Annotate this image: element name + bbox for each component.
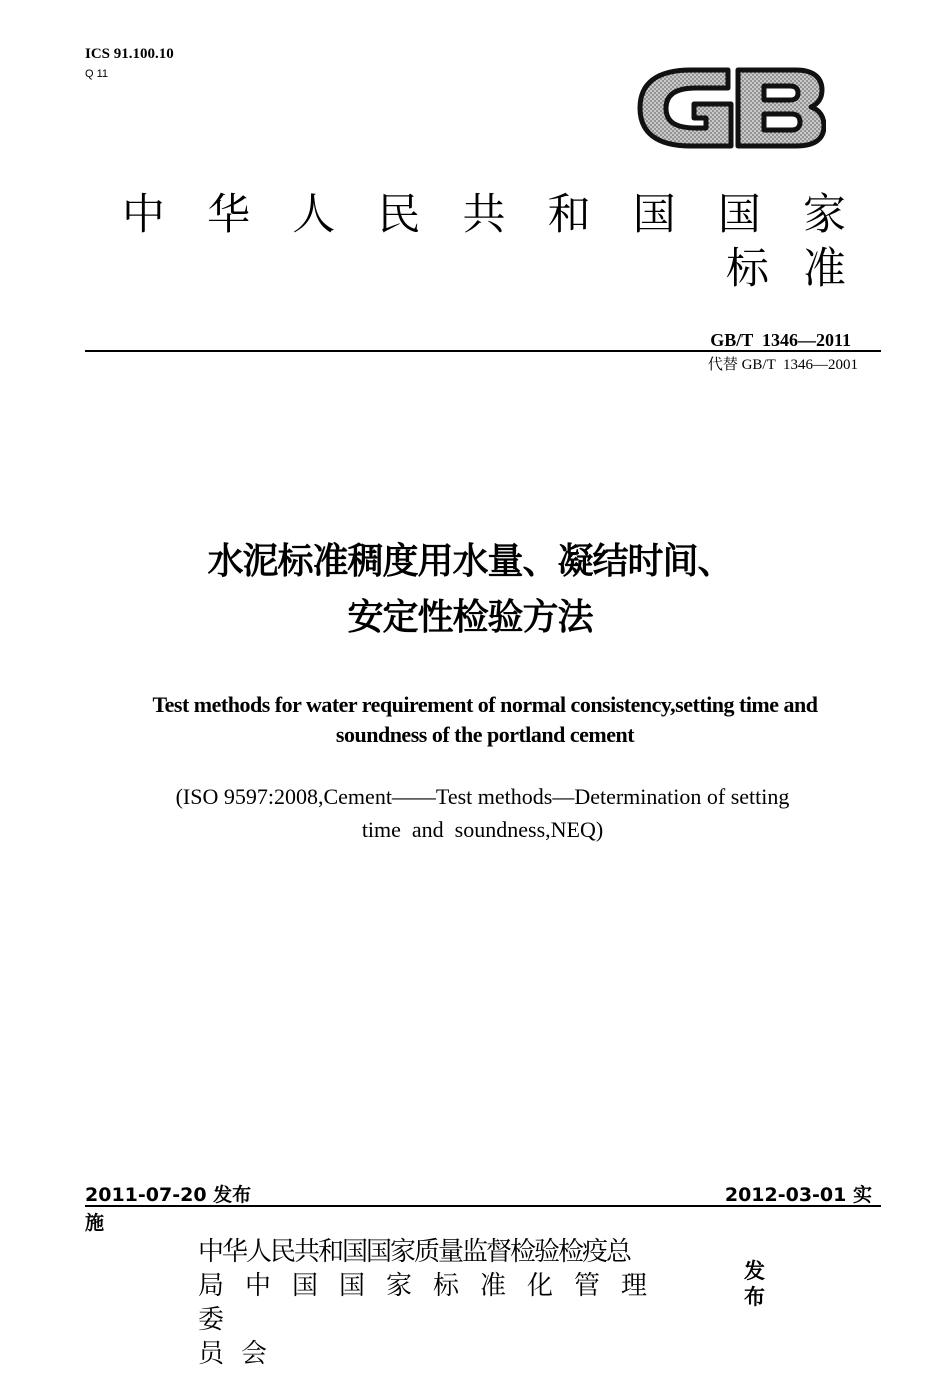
- publish-label: 发布: [744, 1259, 765, 1309]
- chinese-title-line2: 安定性检验方法: [347, 597, 593, 638]
- implementation-date-continued: 施: [85, 1212, 105, 1234]
- chinese-title: [0, 534, 950, 646]
- english-title-line2: soundness of the portland cement: [335, 722, 635, 747]
- ccs-code: Q 11: [85, 68, 109, 80]
- chinese-title-line1: 水泥标准稠度用水量、凝结时间、: [207, 541, 733, 582]
- issuing-authority: [198, 1235, 664, 1371]
- implementation-date: 2012-03-01 实: [724, 1184, 872, 1206]
- replaces-standard: 代替 GB/T 1346—2001: [707, 357, 858, 373]
- english-title-line1: Test methods for water requirement of normal consistency,setting time and: [152, 692, 818, 717]
- issuing-authority-line3: 员会: [198, 1339, 285, 1369]
- footer-divider: [85, 1205, 881, 1207]
- standard-number: GB/T 1346—2011: [710, 330, 851, 350]
- issuing-authority-line2: 局中国国家标准化管理委: [198, 1271, 664, 1335]
- issuing-authority-line1: 中华人民共和国国家质量监督检验检疫总: [198, 1237, 631, 1267]
- english-title: [60, 690, 910, 750]
- iso-reference-line1: (ISO 9597:2008,Cement——Test methods—Determination of setting: [175, 784, 790, 809]
- iso-reference: [80, 780, 885, 846]
- ics-code: ICS 91.100.10: [85, 46, 174, 62]
- gb-logo: [636, 58, 826, 158]
- header-divider: [85, 350, 881, 352]
- iso-reference-line2: time and soundness,NEQ): [361, 817, 604, 842]
- standard-type-title: 中华人民共和国国家标准: [122, 190, 880, 294]
- issue-date: 2011-07-20 发布: [85, 1184, 252, 1206]
